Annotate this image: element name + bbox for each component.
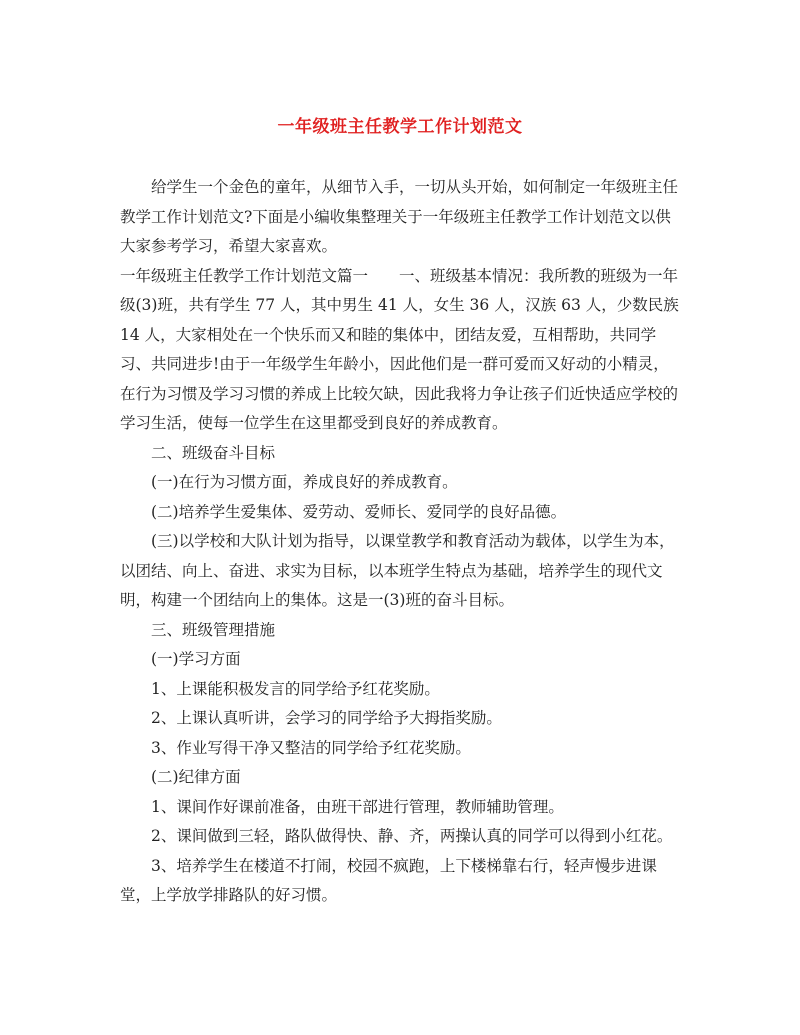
document-body	[120, 173, 680, 911]
subheading-discipline: (二)纪律方面	[151, 768, 241, 786]
discipline-item-3: 3、培养学生在楼道不打闹，校园不疯跑，上下楼梯靠右行，轻声慢步进课堂，上学放学排路队的好习惯。	[120, 856, 657, 904]
goal-item-3: (三)以学校和大队计划为指导，以课堂教学和教育活动为载体，以学生为本，以团结、向上、奋进、求实为目标，以本班学生特点为基础，培养学生的现代文明，构建一个团结向上的集体。这是一(3)班的奋斗目标。	[120, 532, 675, 609]
subheading-study: (一)学习方面	[151, 650, 241, 668]
document-title: 一年级班主任教学工作计划范文	[277, 117, 523, 137]
goal-item-1: (一)在行为习惯方面，养成良好的养成教育。	[151, 473, 458, 491]
paragraph-intro: 给学生一个金色的童年，从细节入手，一切从头开始，如何制定一年级班主任教学工作计划范文?下面是小编收集整理关于一年级班主任教学工作计划范文以供大家参考学习，希望大家喜欢。	[120, 178, 679, 255]
goal-item-2: (二)培养学生爱集体、爱劳动、爱师长、爱同学的良好品德。	[151, 502, 567, 521]
discipline-item-2: 2、课间做到三轻，路队做得快、静、齐，两操认真的同学可以得到小红花。	[151, 827, 673, 845]
discipline-item-1: 1、课间作好课前准备，由班干部进行管理，教师辅助管理。	[151, 797, 564, 816]
study-item-2: 2、上课认真听讲，会学习的同学给予大拇指奖励。	[151, 709, 502, 727]
heading-measures: 三、班级管理措施	[151, 620, 276, 639]
study-item-1: 1、上课能积极发言的同学给予红花奖励。	[151, 679, 440, 698]
paragraph-basic-info: 一年级班主任教学工作计划范文篇一 一、班级基本情况：我所教的班级为一年级(3)班，共有学生 77 人，其中男生 41 人，女生 36 人，汉族 63 人，少数民族 14 人，大家相处在一个快乐而又和睦的集体中，团结友爱，互相帮助，共同学习、共同进步!由于一年级学生年龄小，因此他们是一群可爱而又好动的小精灵，在行为习惯及学习习惯的养成上比较欠缺，因此我将力争让孩子们近快适应学校的学习生活，使每一位学生在这里都受到良好的养成教育。	[120, 266, 679, 432]
heading-goals: 二、班级奋斗目标	[151, 443, 276, 462]
study-item-3: 3、作业写得干净又整洁的同学给予红花奖励。	[151, 738, 471, 757]
